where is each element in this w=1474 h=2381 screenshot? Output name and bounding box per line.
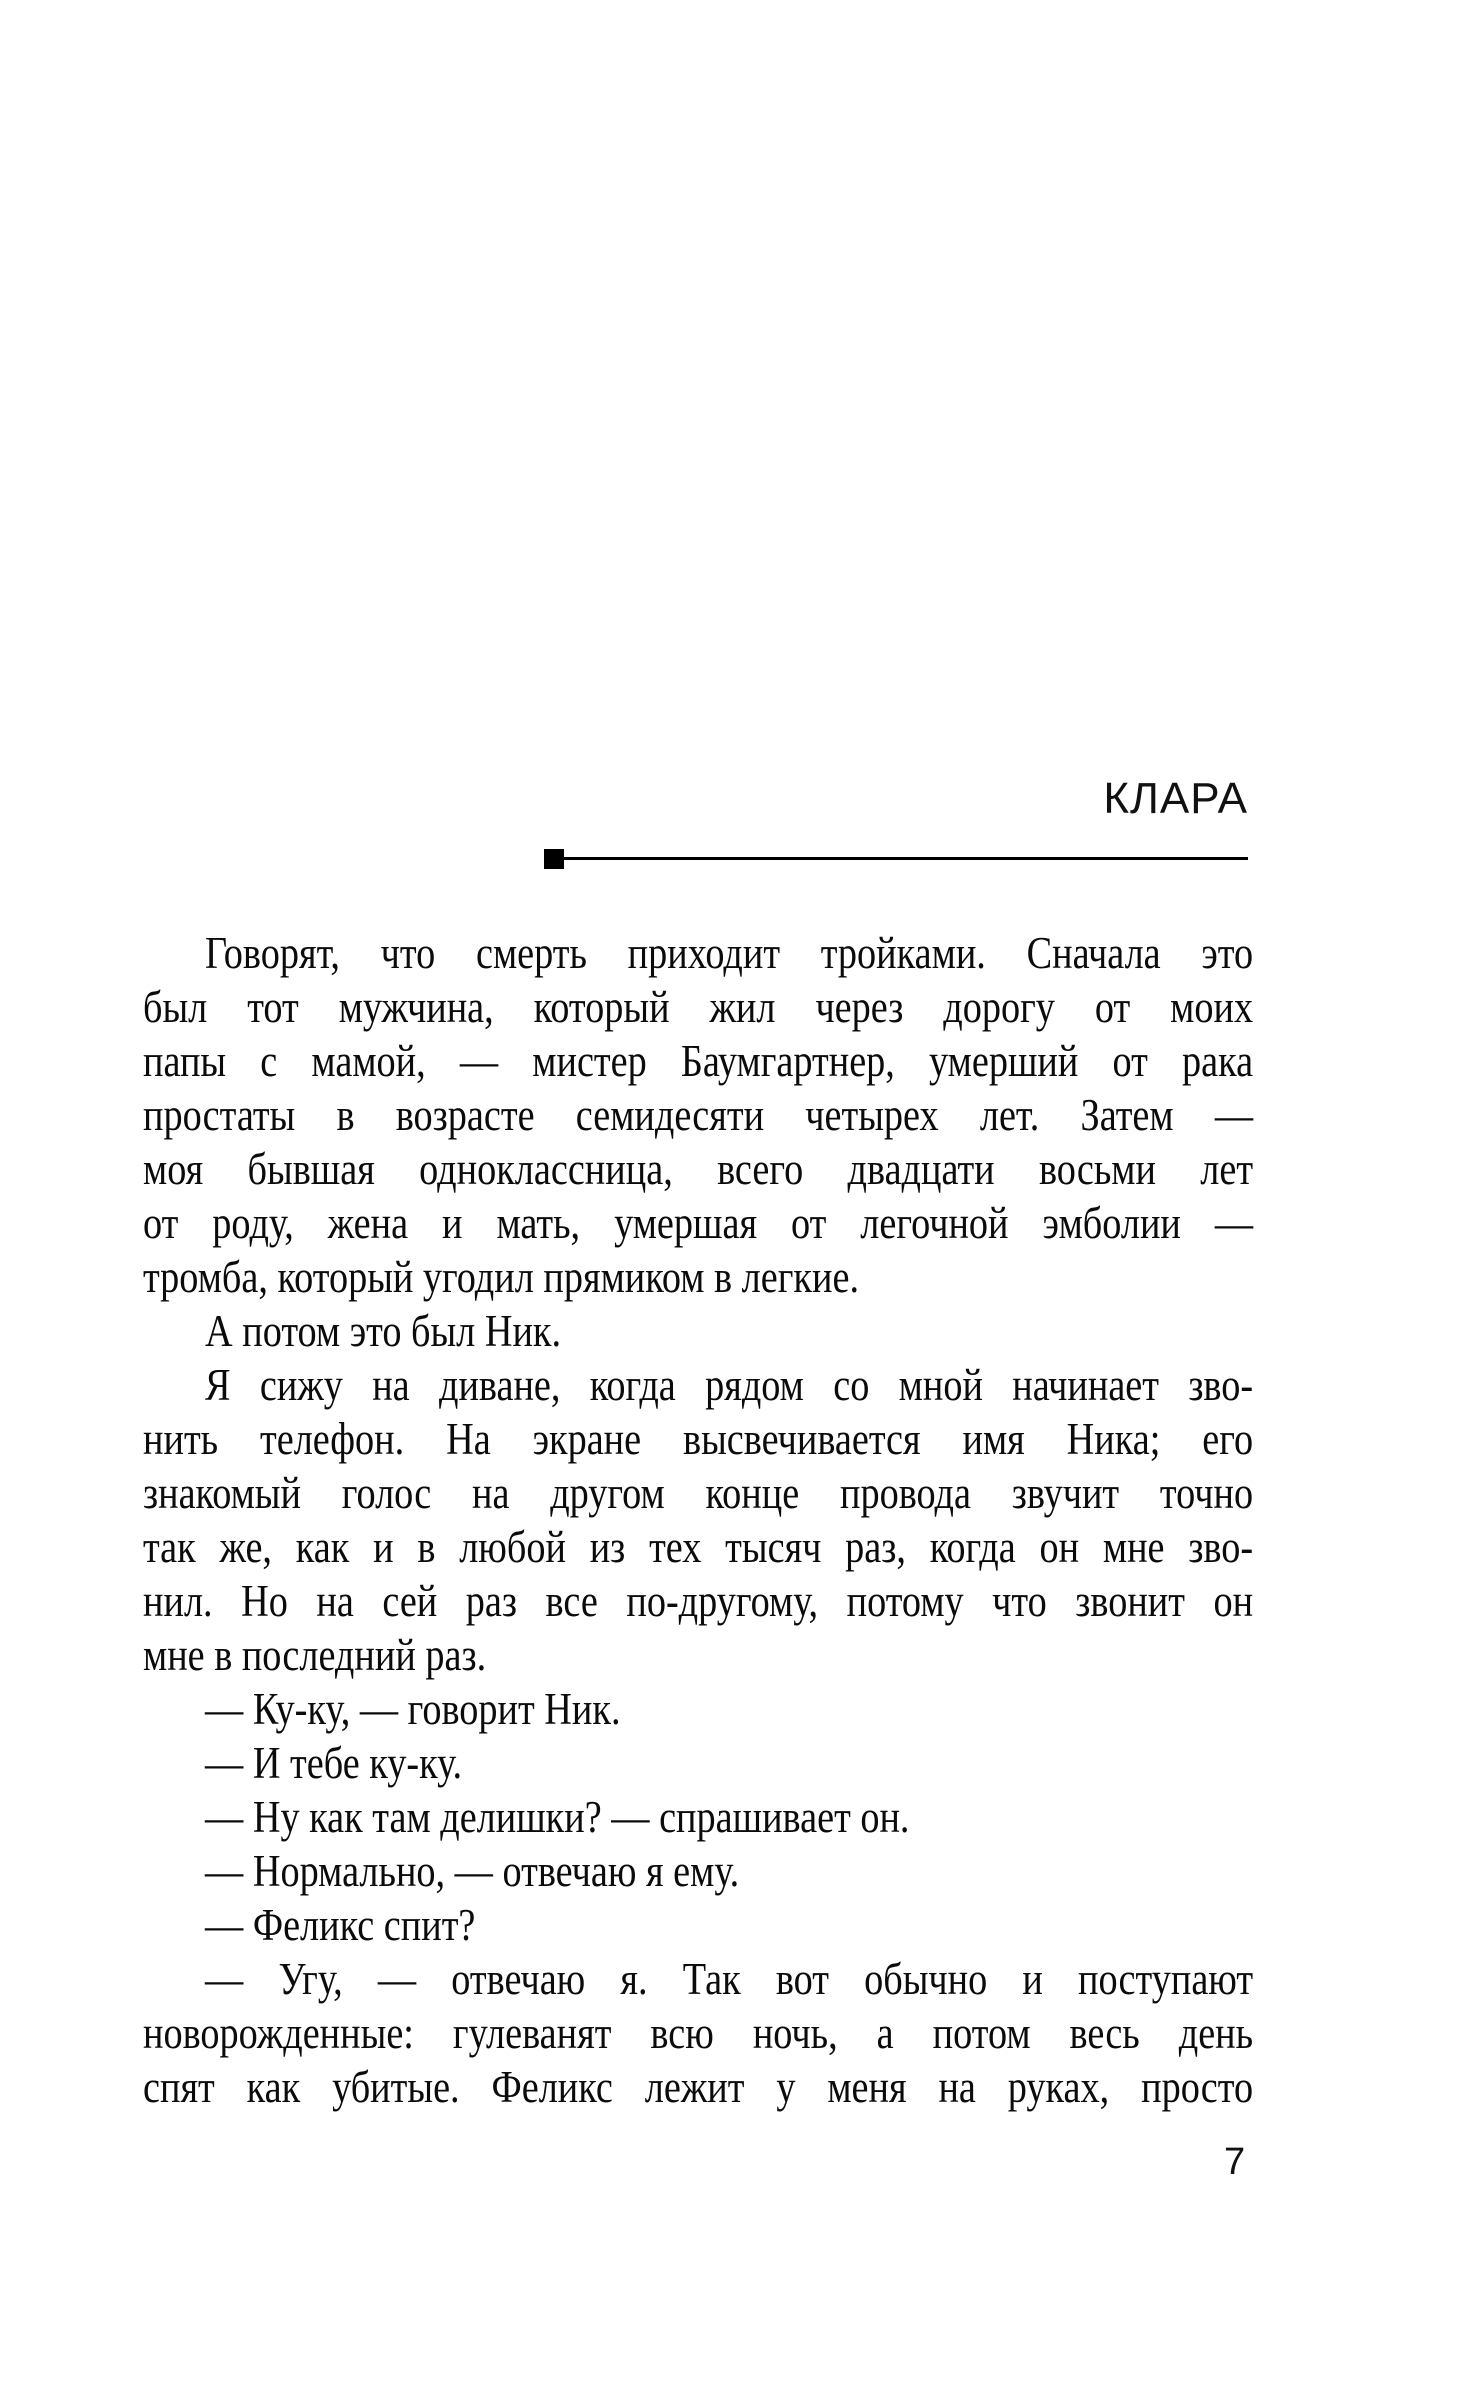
text-line: — Угу, — отвечаю я. Так вот обычно и поступают xyxy=(205,1954,1254,2004)
text-line: простаты в возрасте семидесяти четырех лет. Затем — xyxy=(143,1090,1254,1140)
chapter-title: КЛАРА xyxy=(1103,774,1248,823)
text-line: мне в последний раз. xyxy=(143,1630,487,1680)
text-line: — Нормально, — отвечаю я ему. xyxy=(205,1846,740,1896)
text-line: моя бывшая одноклассница, всего двадцати восьми лет xyxy=(143,1144,1254,1194)
page-number: 7 xyxy=(1224,2141,1246,2183)
text-line: нить телефон. На экране высвечивается имя Ника; его xyxy=(143,1414,1254,1464)
text-line: — Ку-ку, — говорит Ник. xyxy=(205,1684,621,1734)
text-line: новорожденные: гулеванят всю ночь, а потом весь день xyxy=(143,2008,1254,2058)
text-line: спят как убитые. Феликс лежит у меня на руках, просто xyxy=(143,2062,1254,2112)
body-text xyxy=(143,926,1253,2114)
divider-square-marker xyxy=(544,849,564,869)
text-line: тромба, который угодил прямиком в легкие. xyxy=(143,1252,860,1302)
text-line: так же, как и в любой из тех тысяч раз, когда он мне зво- xyxy=(143,1522,1254,1572)
divider-rule-line xyxy=(562,857,1248,860)
text-line: нил. Но на сей раз все по-другому, потому что звонит он xyxy=(143,1576,1254,1626)
text-line: знакомый голос на другом конце провода звучит точно xyxy=(143,1468,1254,1518)
text-line: — Ну как там делишки? — спрашивает он. xyxy=(205,1792,910,1842)
text-line: А потом это был Ник. xyxy=(205,1306,562,1356)
text-line: от роду, жена и мать, умершая от легочной эмболии — xyxy=(143,1198,1254,1248)
text-line: — И тебе ку-ку. xyxy=(205,1738,463,1788)
text-line: был тот мужчина, который жил через дорогу от моих xyxy=(143,982,1254,1032)
chapter-divider xyxy=(544,849,1248,869)
text-line: — Феликс спит? xyxy=(205,1900,476,1950)
text-line: Я сижу на диване, когда рядом со мной начинает зво- xyxy=(205,1360,1254,1410)
text-line: Говорят, что смерть приходит тройками. Сначала это xyxy=(205,928,1254,978)
text-line: папы с мамой, — мистер Баумгартнер, умерший от рака xyxy=(143,1036,1254,1086)
